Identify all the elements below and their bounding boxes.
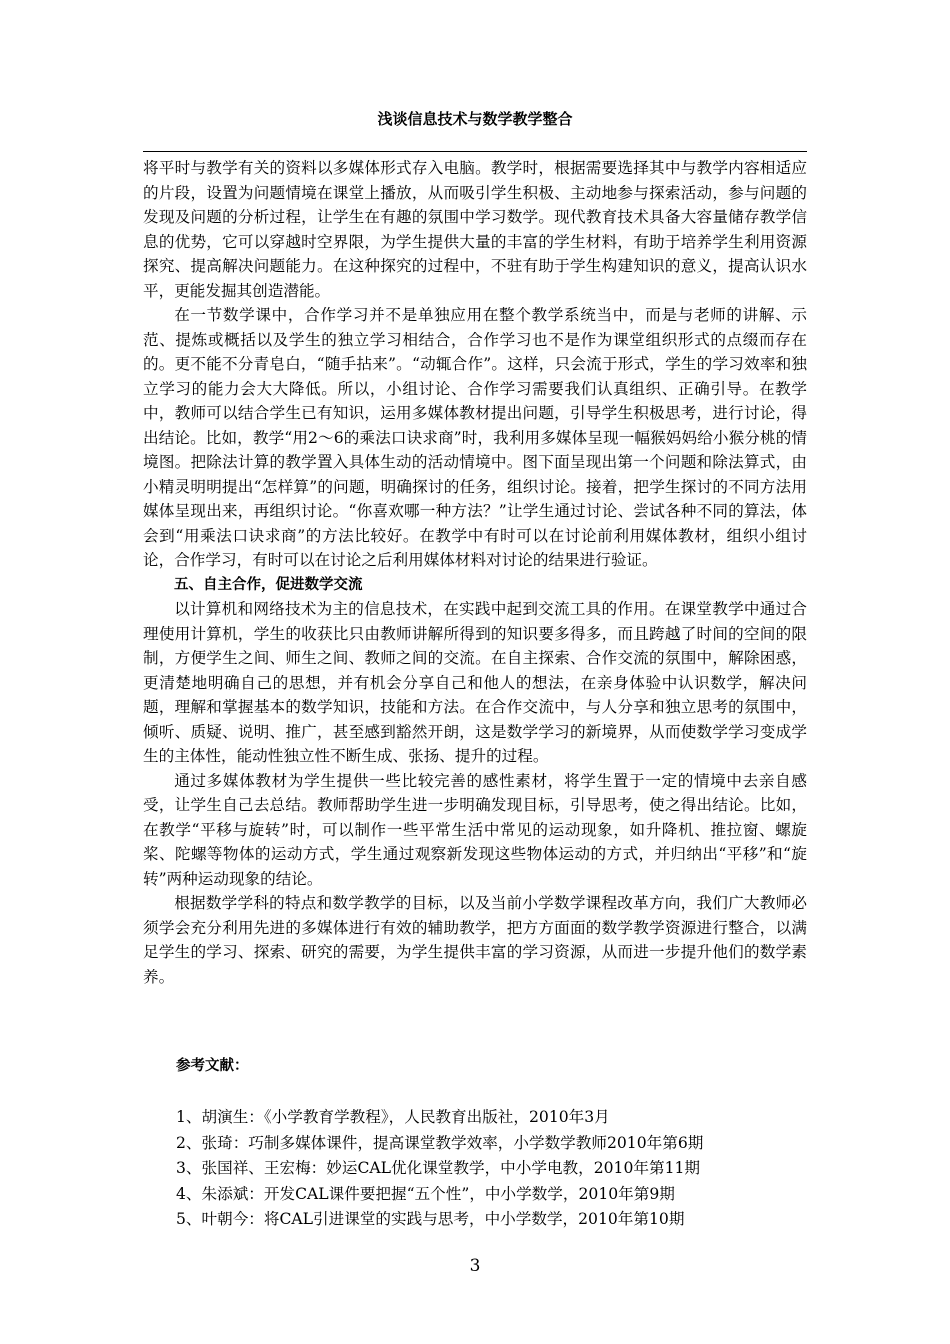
body-paragraph: 以计算机和网络技术为主的信息技术，在实践中起到交流工具的作用。在课堂教学中通过合理使用计算机，学生的收获比只由教师讲解所得到的知识要多得多，而且跨越了时间的空间的限制，方便学生之间、师生之间、教师之间的交流。在自主探索、合作交流的氛围中，解除困惑，更清楚地明确自己的思想，并有机会分享自己和他人的想法，在亲身体验中认识数学，解决问题，理解和掌握基本的数学知识，技能和方法。在合作交流中，与人分享和独立思考的氛围中，倾听、质疑、说明、推广，甚至感到豁然开朗，这是数学学习的新境界，从而使数学学习变成学生的主体性，能动性独立性不断生成、张扬、提升的过程。 xyxy=(143,600,807,765)
reference-item: 5、叶朝今：将CAL引进课堂的实践与思考，中小学数学，2010年第10期 xyxy=(176,1210,685,1228)
body-paragraph: 通过多媒体教材为学生提供一些比较完善的感性素材，将学生置于一定的情境中去亲自感受，让学生自己去总结。教师帮助学生进一步明确发现目标，引导思考，使之得出结论。比如，在教学“平移与旋转”时，可以制作一些平常生活中常见的运动现象，如升降机、推拉窗、螺旋桨、陀螺等物体的运动方式，学生通过观察新发现这些物体运动的方式，并归纳出“平移”和“旋转”两种运动现象的结论。 xyxy=(143,771,807,888)
references-heading: 参考文献： xyxy=(176,1058,249,1074)
section-heading: 五、自主合作，促进数学交流 xyxy=(174,576,363,593)
document-title: 浅谈信息技术与数学教学整合 xyxy=(377,110,573,128)
body-paragraph: 根据数学学科的特点和数学教学的目标，以及当前小学数学课程改革方向，我们广大教师必须学会充分利用先进的多媒体进行有效的辅助教学，把方方面面的数学教学资源进行整合，以满足学生的学习、探索、研究的需要，为学生提供丰富的学习资源，从而进一步提升他们的数学素养。 xyxy=(143,894,807,986)
document-body xyxy=(143,156,807,989)
header-divider xyxy=(143,151,807,152)
reference-item: 3、张国祥、王宏梅：妙运CAL优化课堂教学，中小学电教，2010年第11期 xyxy=(176,1159,701,1177)
body-paragraph: 在一节数学课中，合作学习并不是单独应用在整个教学系统当中，而是与老师的讲解、示范、提炼或概括以及学生的独立学习相结合，合作学习也不是作为课堂组织形式的点缀而存在的。更不能不分青皂白，“随手拈来”。“动辄合作”。这样，只会流于形式，学生的学习效率和独立学习的能力会大大降低。所以，小组讨论、合作学习需要我们认真组织、正确引导。在教学中，教师可以结合学生已有知识，运用多媒体教材提出问题，引导学生积极思考，进行讨论，得出结论。比如，教学“用2～6的乘法口诀求商”时，我利用多媒体呈现一幅猴妈妈给小猴分桃的情境图。把除法计算的教学置入具体生动的活动情境中。图下面呈现出第一个问题和除法算式，由小精灵明明提出“怎样算”的问题，明确探讨的任务，组织讨论。接着，把学生探讨的不同方法用媒体呈现出来，再组织讨论。“你喜欢哪一种方法？”让学生通过讨论、尝试各种不同的算法，体会到“用乘法口诀求商”的方法比较好。在教学中有时可以在讨论前利用媒体教材，组织小组讨论，合作学习，有时可以在讨论之后利用媒体材料对讨论的结果进行验证。 xyxy=(143,306,807,569)
reference-item: 1、胡演生：《小学教育学教程》，人民教育出版社，2010年3月 xyxy=(176,1108,610,1126)
references-list xyxy=(176,1105,796,1233)
body-paragraph: 将平时与教学有关的资料以多媒体形式存入电脑。教学时，根据需要选择其中与教学内容相适应的片段，设置为问题情境在课堂上播放，从而吸引学生积极、主动地参与探索活动，参与问题的发现及问题的分析过程，让学生在有趣的氛围中学习数学。现代教育技术具备大容量储存教学信息的优势，它可以穿越时空界限，为学生提供大量的丰富的学生材料，有助于培养学生利用资源探究、提高解决问题能力。在这种探究的过程中，不驻有助于学生构建知识的意义，提高认识水平，更能发掘其创造潜能。 xyxy=(143,159,807,300)
reference-item: 2、张琦：巧制多媒体课件，提高课堂教学效率，小学数学教师2010年第6期 xyxy=(176,1133,704,1152)
page-number: 3 xyxy=(469,1256,481,1276)
reference-item: 4、朱添斌：开发CAL课件要把握“五个性”，中小学数学，2010年第9期 xyxy=(176,1184,675,1203)
